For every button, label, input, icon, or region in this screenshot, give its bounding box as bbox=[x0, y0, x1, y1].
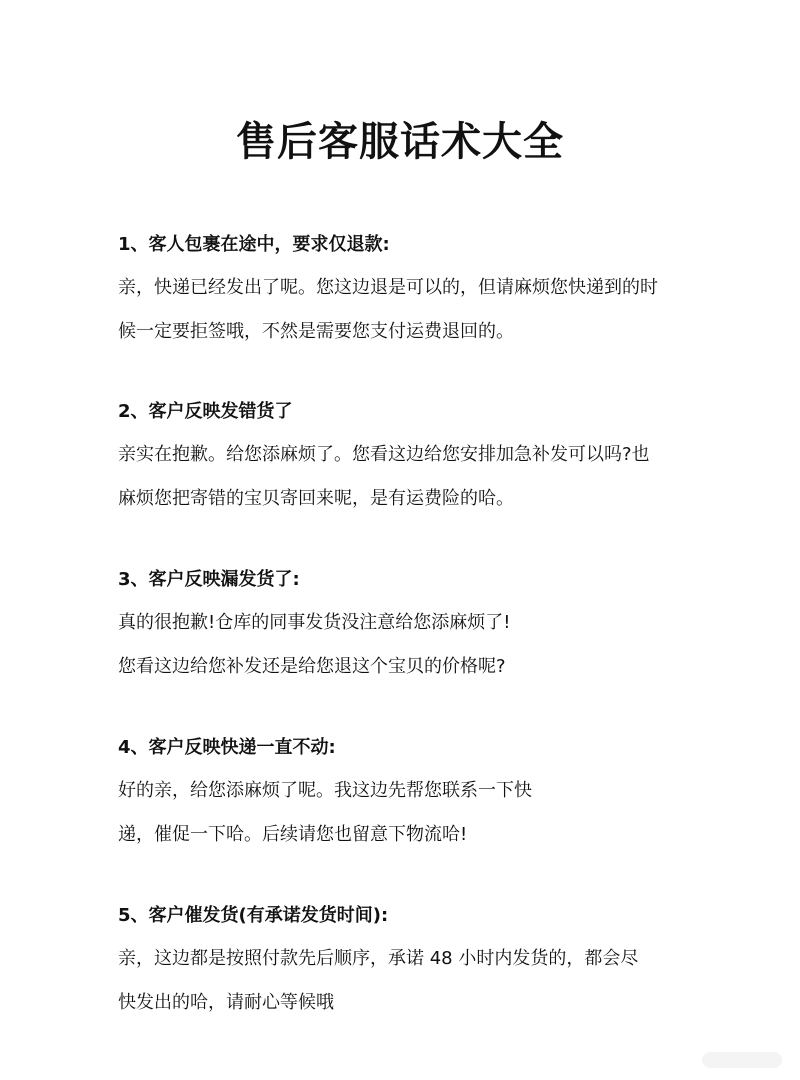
section-text-line: 候一定要拒签哦，不然是需要您支付运费退回的。 bbox=[118, 321, 514, 342]
section-3 bbox=[118, 568, 718, 699]
section-text-line: 亲实在抱歉。给您添麻烦了。您看这边给您安排加急补发可以吗?也 bbox=[118, 444, 650, 465]
document-title: 售后客服话术大全 bbox=[236, 119, 564, 165]
section-heading: 3、客户反映漏发货了: bbox=[118, 569, 300, 590]
section-text-line: 亲，快递已经发出了呢。您这边退是可以的，但请麻烦您快递到的时 bbox=[118, 277, 658, 298]
section-text-line: 好的亲，给您添麻烦了呢。我这边先帮您联系一下快 bbox=[118, 780, 532, 801]
section-heading: 4、客户反映快递一直不动: bbox=[118, 737, 336, 758]
section-5 bbox=[118, 904, 718, 1035]
section-heading: 2、客户反映发错货了 bbox=[118, 401, 293, 422]
section-text-line: 您看这边给您补发还是给您退这个宝贝的价格呢? bbox=[118, 656, 506, 677]
faint-watermark-mark bbox=[702, 1052, 782, 1068]
section-text-line: 快发出的哈，请耐心等候哦 bbox=[118, 992, 334, 1013]
section-text-line: 递，催促一下哈。后续请您也留意下物流哈! bbox=[118, 824, 468, 845]
section-4 bbox=[118, 736, 718, 867]
section-text-line: 亲，这边都是按照付款先后顺序，承诺 48 小时内发货的，都会尽 bbox=[118, 948, 639, 969]
section-text-line: 麻烦您把寄错的宝贝寄回来呢，是有运费险的哈。 bbox=[118, 488, 514, 509]
section-heading: 5、客户催发货(有承诺发货时间): bbox=[118, 905, 389, 926]
section-heading: 1、客人包裹在途中，要求仅退款: bbox=[118, 234, 390, 255]
section-1 bbox=[118, 233, 718, 364]
section-2 bbox=[118, 400, 718, 531]
section-text-line: 真的很抱歉!仓库的同事发货没注意给您添麻烦了! bbox=[118, 612, 511, 633]
